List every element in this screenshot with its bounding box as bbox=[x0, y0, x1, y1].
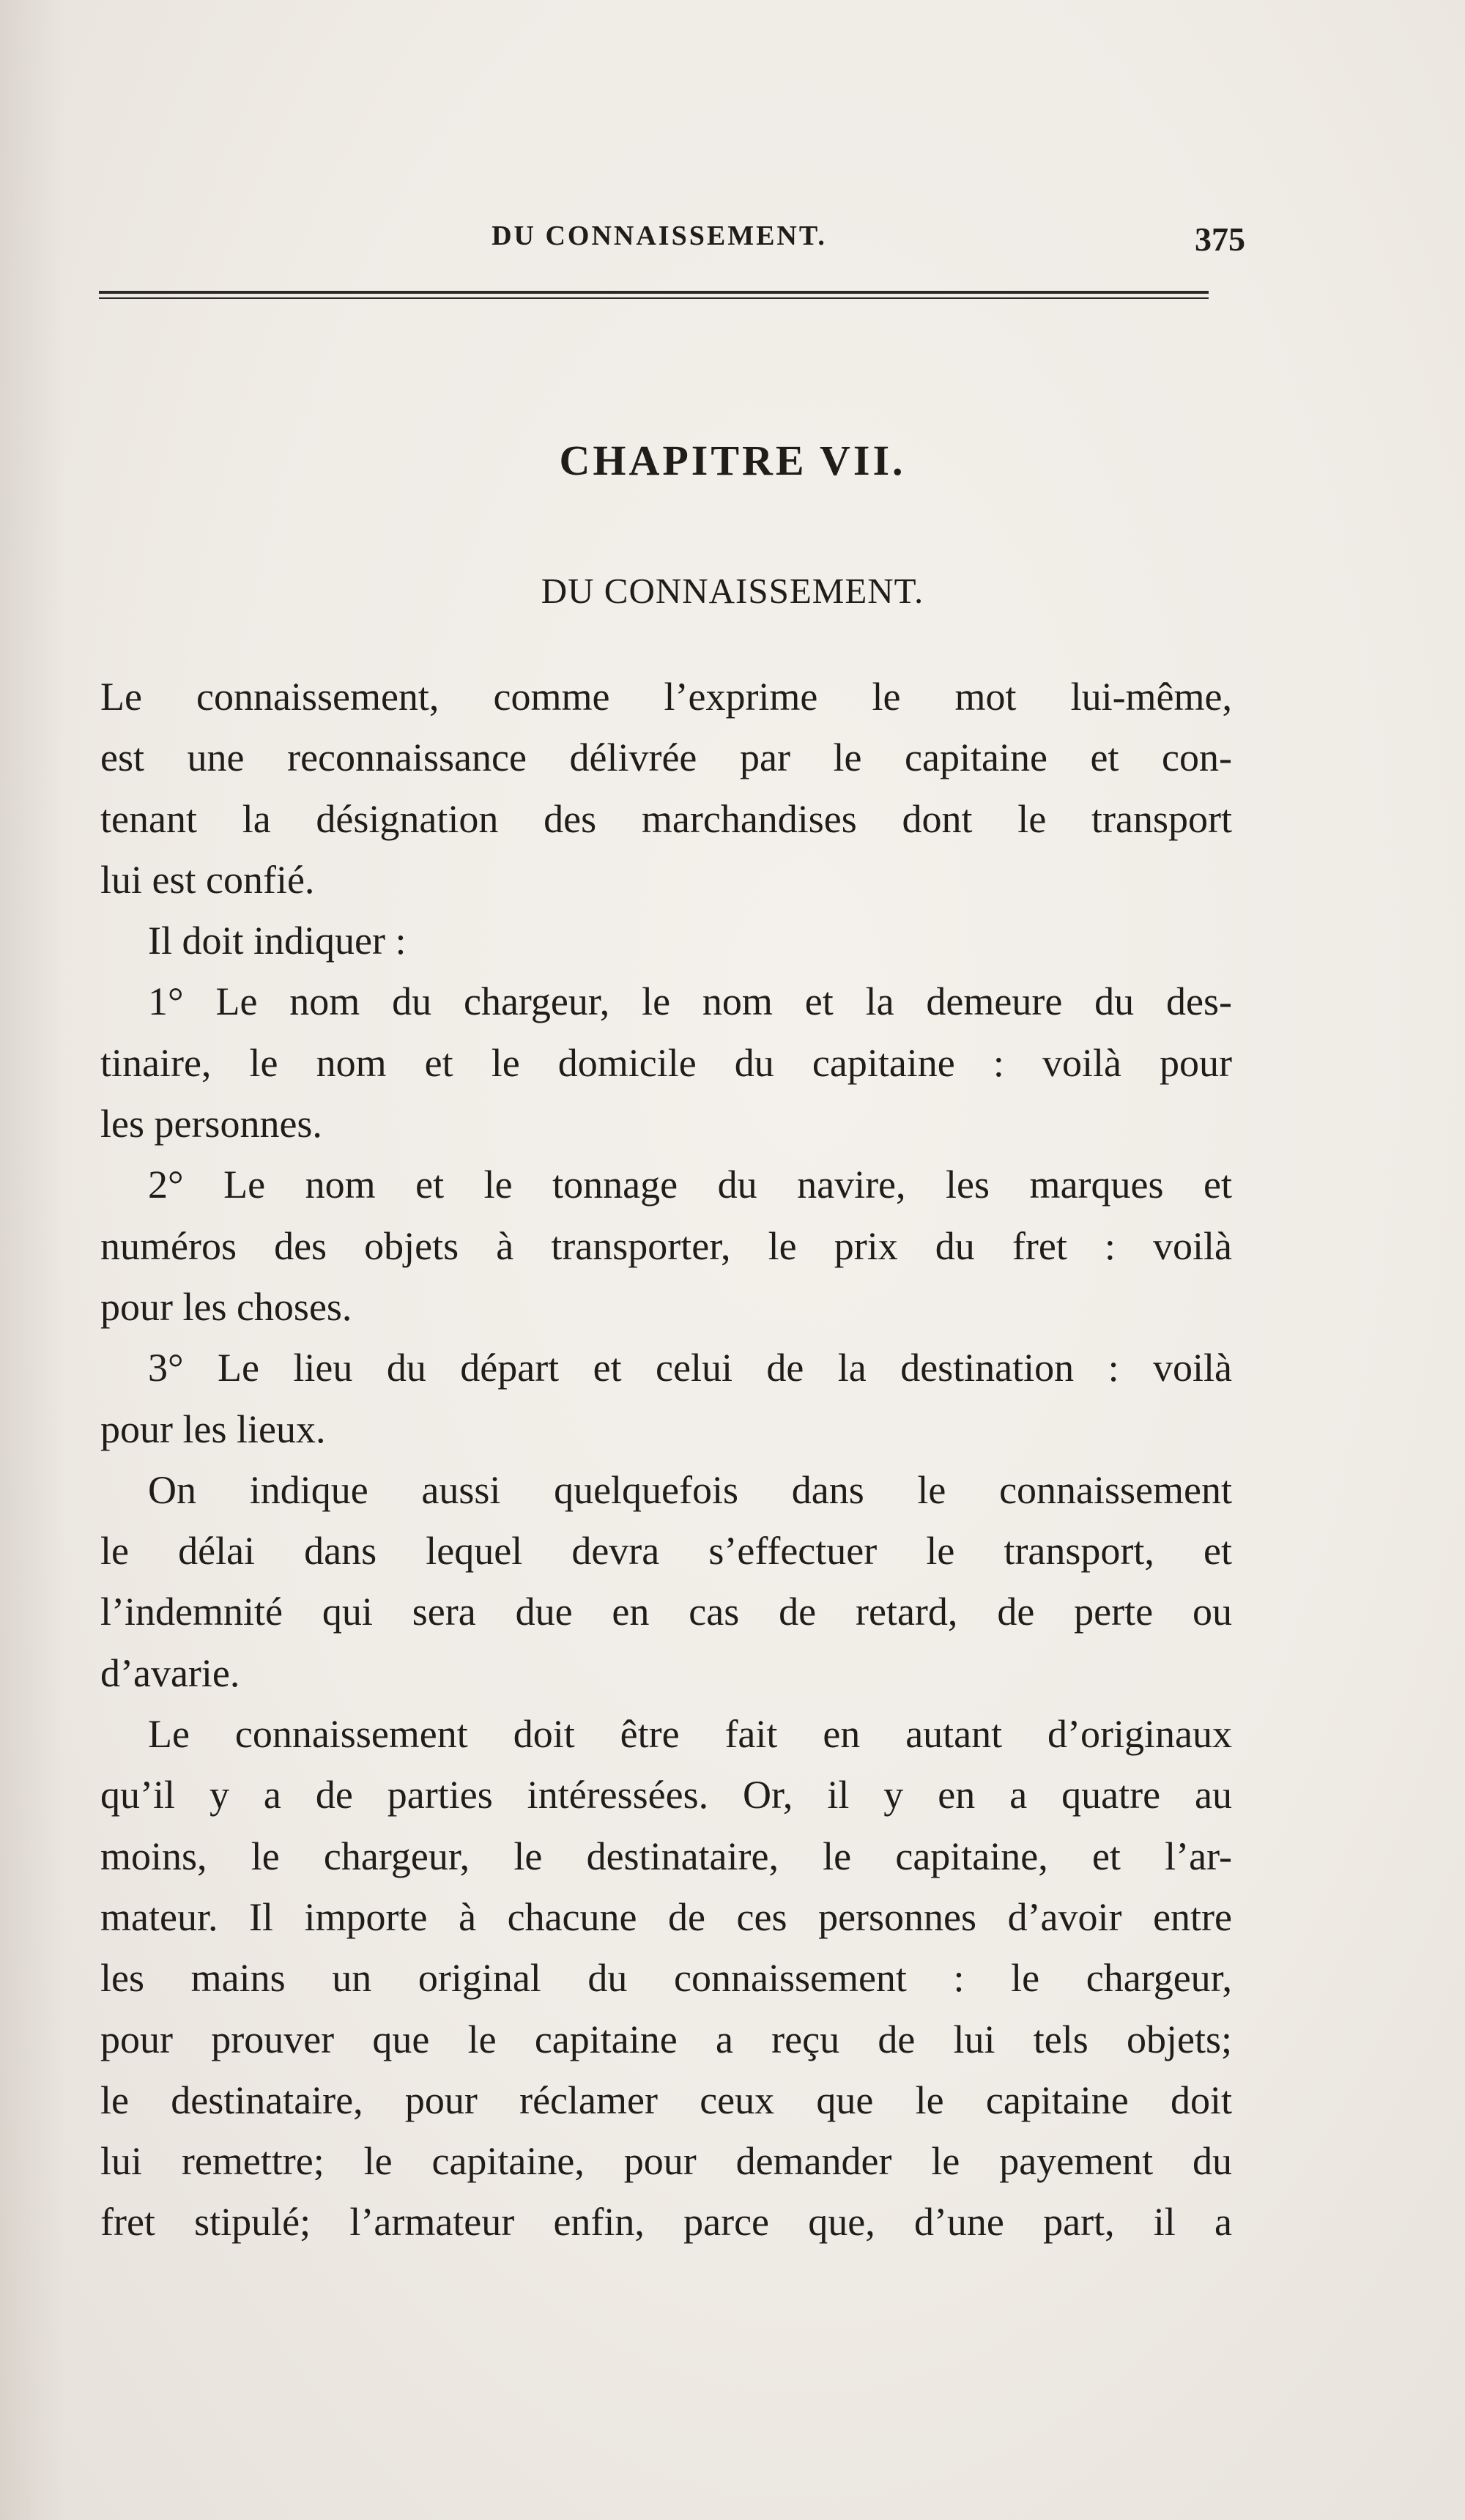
text-line: pour prouver que le capitaine a reçu de lui tels objets; bbox=[100, 2017, 1232, 2061]
text-line: le destinataire, pour réclamer ceux que le capitaine doit bbox=[100, 2078, 1232, 2122]
text-line: est une reconnaissance délivrée par le capitaine et con- bbox=[100, 735, 1232, 780]
text-line: tinaire, le nom et le domicile du capitaine : voilà pour bbox=[100, 1040, 1232, 1085]
text-line: 3° Le lieu du départ et celui de la destination : voilà bbox=[148, 1346, 1232, 1390]
text-line: 2° Le nom et le tonnage du navire, les marques et bbox=[148, 1163, 1232, 1207]
text-line: 1° Le nom du chargeur, le nom et la demeure du des- bbox=[148, 979, 1232, 1024]
text-line: pour les lieux. bbox=[100, 1407, 326, 1451]
text-line: Il doit indiquer : bbox=[148, 919, 407, 963]
text-line: lui est confié. bbox=[100, 857, 315, 902]
text-line: mateur. Il importe à chacune de ces personnes d’avoir entre bbox=[100, 1894, 1232, 1939]
body-text bbox=[100, 667, 1232, 2253]
page-edge-shadow bbox=[0, 0, 66, 2520]
text-line: Le connaissement, comme l’exprime le mot lui-même, bbox=[100, 675, 1232, 719]
header-rule-thin bbox=[99, 297, 1209, 299]
text-line: les personnes. bbox=[100, 1102, 322, 1146]
text-line: tenant la désignation des marchandises dont le transport bbox=[100, 796, 1232, 841]
running-head bbox=[0, 220, 1465, 264]
chapter-subtitle: DU CONNAISSEMENT. bbox=[541, 571, 924, 611]
text-line: On indique aussi quelquefois dans le connaissement bbox=[148, 1467, 1232, 1512]
text-line: lui remettre; le capitaine, pour demander le payement du bbox=[100, 2139, 1232, 2184]
text-line: numéros des objets à transporter, le prix du fret : voilà bbox=[100, 1223, 1232, 1268]
text-line: l’indemnité qui sera due en cas de retard, de perte ou bbox=[100, 1590, 1232, 1634]
text-line: qu’il y a de parties intéressées. Or, il y en a quatre au bbox=[100, 1773, 1232, 1817]
text-line: moins, le chargeur, le destinataire, le capitaine, et l’ar- bbox=[100, 1834, 1232, 1878]
chapter-title: CHAPITRE VII. bbox=[559, 437, 906, 484]
page-number: 375 bbox=[1195, 220, 1245, 258]
text-line: Le connaissement doit être fait en autant d’originaux bbox=[148, 1712, 1232, 1757]
text-line: d’avarie. bbox=[100, 1650, 240, 1695]
text-line: fret stipulé; l’armateur enfin, parce que, d’une part, il a bbox=[100, 2200, 1232, 2245]
running-title: DU CONNAISSEMENT. bbox=[492, 220, 827, 251]
text-line: pour les choses. bbox=[100, 1284, 352, 1329]
text-line: le délai dans lequel devra s’effectuer le transport, et bbox=[100, 1529, 1232, 1574]
text-line: les mains un original du connaissement : le chargeur, bbox=[100, 1956, 1232, 2001]
header-rule-thick bbox=[99, 291, 1209, 294]
